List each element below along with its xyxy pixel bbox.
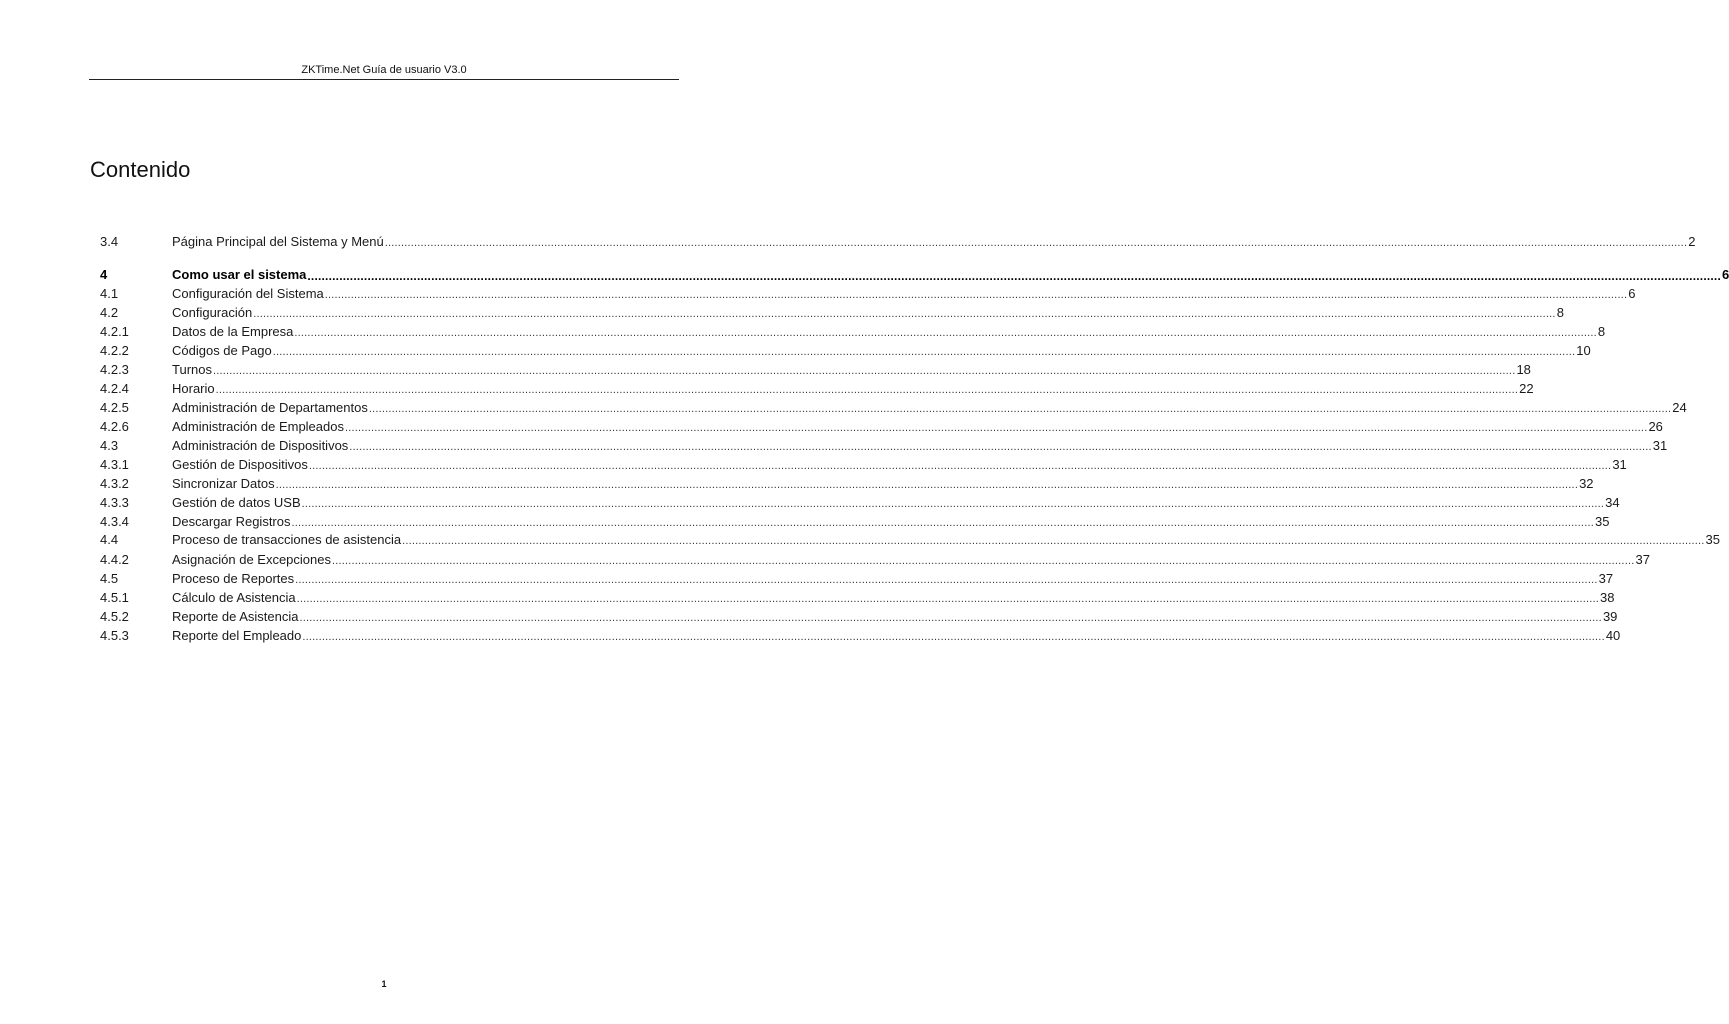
toc-entry-page: 31 xyxy=(1612,457,1627,472)
toc-entry-page: 8 xyxy=(1597,324,1606,339)
toc-dot-leader: ................................................................................................................................................................................................................................................................................................................................................................................................................ xyxy=(324,289,1628,301)
toc-entry-label: Como usar el sistema xyxy=(172,267,307,282)
toc-dot-leader: ................................................................................................................................................................................................................................................................................................................................................................................................................ xyxy=(307,269,1721,283)
toc-entry-label: Gestión de Dispositivos xyxy=(172,457,308,472)
toc-dot-leader: ................................................................................................................................................................................................................................................................................................................................................................................................................ xyxy=(275,479,1579,491)
toc-dot-leader: ................................................................................................................................................................................................................................................................................................................................................................................................................ xyxy=(349,441,1652,453)
toc-entry-number: 4.5.2 xyxy=(100,609,129,624)
toc-dot-leader: ................................................................................................................................................................................................................................................................................................................................................................................................................ xyxy=(301,498,1605,510)
toc-entry-page: 8 xyxy=(1556,305,1564,320)
toc-dot-leader: ................................................................................................................................................................................................................................................................................................................................................................................................................ xyxy=(384,237,1688,249)
toc-entry-number: 4.4 xyxy=(100,532,119,547)
toc-entry-label: Reporte de Asistencia xyxy=(172,609,299,624)
toc-entry[interactable] xyxy=(100,569,1614,587)
toc-dot-leader: ................................................................................................................................................................................................................................................................................................................................................................................................................ xyxy=(291,517,1594,529)
toc-dot-leader: ................................................................................................................................................................................................................................................................................................................................................................................................................ xyxy=(272,346,1576,358)
toc-entry[interactable] xyxy=(100,588,1615,606)
toc-entry-page: 35 xyxy=(1594,514,1610,529)
toc-dot-leader: ................................................................................................................................................................................................................................................................................................................................................................................................................ xyxy=(344,422,1648,434)
toc-entry-label: Códigos de Pago xyxy=(172,343,272,358)
page-title: Contenido xyxy=(90,157,191,182)
toc-entry-label: Administración de Empleados xyxy=(172,419,344,434)
toc-entry-label: Proceso de Reportes xyxy=(172,571,295,586)
toc-entry-number: 4.2.3 xyxy=(100,362,129,377)
toc-entry-number: 3.4 xyxy=(100,234,119,249)
toc-entry-page: 31 xyxy=(1652,438,1668,453)
toc-dot-leader: ................................................................................................................................................................................................................................................................................................................................................................................................................ xyxy=(402,535,1705,547)
toc-entry[interactable] xyxy=(100,550,1650,568)
toc-entry-page: 38 xyxy=(1600,590,1615,605)
toc-entry-label: Horario xyxy=(172,381,215,396)
toc-entry-number: 4.5.3 xyxy=(100,628,129,643)
toc-dot-leader: ................................................................................................................................................................................................................................................................................................................................................................................................................ xyxy=(295,574,1598,586)
toc-entry[interactable] xyxy=(100,303,1564,321)
toc-entry-page: 37 xyxy=(1635,552,1650,567)
toc-entry-page: 32 xyxy=(1579,476,1594,491)
toc-entry[interactable] xyxy=(100,530,1721,548)
toc-entry-number: 4.2.6 xyxy=(100,419,129,434)
toc-entry-number: 4.2.5 xyxy=(100,400,129,415)
toc-entry[interactable] xyxy=(100,626,1621,644)
toc-entry-number: 4.1 xyxy=(100,286,119,301)
toc-dot-leader: ................................................................................................................................................................................................................................................................................................................................................................................................................ xyxy=(294,327,1597,339)
toc-entry-label: Descargar Registros xyxy=(172,514,291,529)
toc-entry-page: 2 xyxy=(1688,234,1696,249)
toc-dot-leader: ................................................................................................................................................................................................................................................................................................................................................................................................................ xyxy=(296,593,1600,605)
toc-entry-label: Página Principal del Sistema y Menú xyxy=(172,234,384,249)
toc-entry[interactable] xyxy=(100,379,1534,397)
toc-entry[interactable] xyxy=(100,474,1594,492)
toc-entry-page: 18 xyxy=(1516,362,1531,377)
toc-entry-page: 35 xyxy=(1705,532,1721,547)
toc-entry-label: Datos de la Empresa xyxy=(172,324,294,339)
page-header: ZKTime.Net Guía de usuario V3.0 xyxy=(301,64,467,76)
toc-entry-number: 4.3.1 xyxy=(100,457,129,472)
toc-entry[interactable] xyxy=(100,455,1627,473)
toc-entry-page: 6 xyxy=(1628,286,1636,301)
toc-entry-label: Cálculo de Asistencia xyxy=(172,590,296,605)
toc-entry-page: 24 xyxy=(1672,400,1687,415)
toc-entry-number: 4.2.1 xyxy=(100,324,129,339)
toc-dot-leader: ................................................................................................................................................................................................................................................................................................................................................................................................................ xyxy=(253,308,1556,320)
toc-entry-page: 6 xyxy=(1721,267,1729,282)
toc-entry-number: 4.3.4 xyxy=(100,514,129,529)
toc-entry-label: Sincronizar Datos xyxy=(172,476,275,491)
toc-entry[interactable] xyxy=(100,265,1729,283)
toc-dot-leader: ................................................................................................................................................................................................................................................................................................................................................................................................................ xyxy=(332,555,1635,567)
toc-entry-number: 4.3.3 xyxy=(100,495,129,510)
toc-dot-leader: ................................................................................................................................................................................................................................................................................................................................................................................................................ xyxy=(308,460,1612,472)
toc-entry[interactable] xyxy=(100,607,1618,625)
toc-entry[interactable] xyxy=(100,417,1663,435)
toc-entry-label: Turnos xyxy=(172,362,212,377)
toc-entry-label: Gestión de datos USB xyxy=(172,495,301,510)
toc-entry-label: Configuración xyxy=(172,305,253,320)
toc-entry-number: 4.2 xyxy=(100,305,119,320)
toc-dot-leader: ................................................................................................................................................................................................................................................................................................................................................................................................................ xyxy=(212,365,1516,377)
toc-entry-number: 4.2.2 xyxy=(100,343,129,358)
toc-entry[interactable] xyxy=(100,232,1696,250)
toc-entry-number: 4.3 xyxy=(100,438,119,453)
toc-entry-label: Reporte del Empleado xyxy=(172,628,302,643)
toc-entry-page: 26 xyxy=(1648,419,1663,434)
toc-entry-page: 22 xyxy=(1519,381,1534,396)
toc-entry[interactable] xyxy=(100,360,1531,378)
toc-entry-page: 39 xyxy=(1602,609,1618,624)
toc-entry-label: Administración de Dispositivos xyxy=(172,438,349,453)
toc-dot-leader: ................................................................................................................................................................................................................................................................................................................................................................................................................ xyxy=(215,384,1519,396)
toc-entry[interactable] xyxy=(100,284,1636,302)
toc-dot-leader: ................................................................................................................................................................................................................................................................................................................................................................................................................ xyxy=(302,631,1605,643)
toc-dot-leader: ................................................................................................................................................................................................................................................................................................................................................................................................................ xyxy=(368,403,1672,415)
toc-entry[interactable] xyxy=(100,322,1606,340)
toc-dot-leader: ................................................................................................................................................................................................................................................................................................................................................................................................................ xyxy=(299,612,1602,624)
toc-entry[interactable] xyxy=(100,493,1620,511)
toc-entry-page: 34 xyxy=(1605,495,1620,510)
toc-entry-label: Asignación de Excepciones xyxy=(172,552,331,567)
toc-entry-number: 4.2.4 xyxy=(100,381,129,396)
header-rule xyxy=(89,79,679,80)
toc-entry-number: 4.4.2 xyxy=(100,552,129,567)
toc-entry-label: Administración de Departamentos xyxy=(172,400,368,415)
toc-entry-number: 4 xyxy=(100,267,108,282)
page-number: 1 xyxy=(381,979,387,989)
toc-entry-number: 4.5 xyxy=(100,571,119,586)
toc-entry[interactable] xyxy=(100,436,1668,454)
toc-entry-number: 4.3.2 xyxy=(100,476,129,491)
toc-entry-number: 4.5.1 xyxy=(100,590,129,605)
toc-entry-page: 10 xyxy=(1576,343,1591,358)
toc-entry[interactable] xyxy=(100,341,1591,359)
toc-entry-page: 40 xyxy=(1605,628,1621,643)
toc-entry-label: Proceso de transacciones de asistencia xyxy=(172,532,402,547)
toc-entry[interactable] xyxy=(100,512,1610,530)
toc-entry[interactable] xyxy=(100,398,1687,416)
toc-entry-page: 37 xyxy=(1598,571,1614,586)
toc-entry-label: Configuración del Sistema xyxy=(172,286,324,301)
